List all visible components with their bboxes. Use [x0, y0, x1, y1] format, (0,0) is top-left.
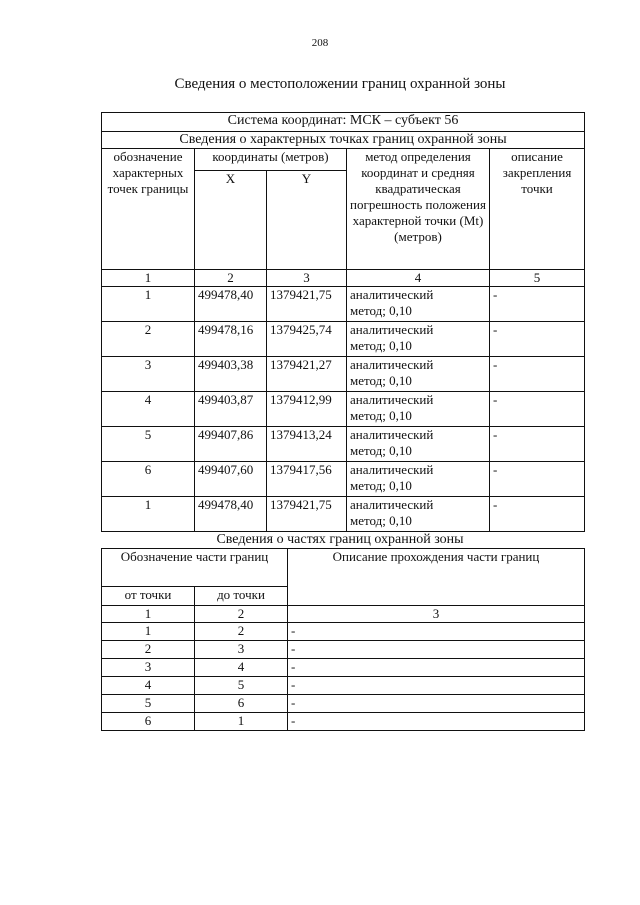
column-number: 3	[288, 606, 585, 623]
coord-y: 1379421,75	[267, 287, 347, 322]
coord-x: 499478,16	[195, 322, 267, 357]
boundary-parts-table	[101, 548, 585, 731]
header-x: X	[195, 171, 267, 270]
column-number: 4	[347, 270, 490, 287]
passage-description: -	[288, 641, 585, 659]
document-title: Сведения о местоположении границ охранной зоны	[174, 76, 506, 92]
point-number: 4	[102, 392, 195, 427]
coord-x: 499407,86	[195, 427, 267, 462]
passage-description: -	[288, 659, 585, 677]
from-point: 2	[102, 641, 195, 659]
to-point: 5	[195, 677, 288, 695]
from-point: 3	[102, 659, 195, 677]
point-description: -	[490, 392, 585, 427]
points-header: Сведения о характерных точках границ охранной зоны	[102, 132, 585, 149]
point-description: -	[490, 287, 585, 322]
from-point: 6	[102, 713, 195, 731]
table-row	[102, 659, 585, 677]
to-point: 4	[195, 659, 288, 677]
coord-y: 1379421,27	[267, 357, 347, 392]
passage-description: -	[288, 695, 585, 713]
to-point: 2	[195, 623, 288, 641]
header-point-designation: обозначение характерных точек границы	[102, 149, 195, 270]
method-cell: аналитический метод; 0,10	[347, 287, 490, 322]
point-number: 5	[102, 427, 195, 462]
passage-description: -	[288, 623, 585, 641]
table-row	[102, 641, 585, 659]
point-number: 3	[102, 357, 195, 392]
header-method: метод определения координат и средняя квадратическая погрешность положения характерной точки (Mt) (метров)	[347, 149, 490, 270]
page-number: 208	[311, 37, 329, 49]
header-part-designation: Обозначение части границ	[102, 549, 288, 587]
point-description: -	[490, 357, 585, 392]
header-passage-description: Описание прохождения части границ	[288, 549, 585, 606]
coord-x: 499407,60	[195, 462, 267, 497]
table-row	[102, 713, 585, 731]
point-number: 6	[102, 462, 195, 497]
table-row	[102, 497, 585, 532]
point-number: 2	[102, 322, 195, 357]
from-point: 5	[102, 695, 195, 713]
coordinates-table	[101, 112, 585, 532]
column-number: 5	[490, 270, 585, 287]
table-row	[102, 695, 585, 713]
column-number: 2	[195, 606, 288, 623]
table-row	[102, 287, 585, 322]
to-point: 1	[195, 713, 288, 731]
to-point: 3	[195, 641, 288, 659]
point-number: 1	[102, 287, 195, 322]
point-description: -	[490, 462, 585, 497]
header-coordinates: координаты (метров)	[195, 149, 347, 171]
method-cell: аналитический метод; 0,10	[347, 357, 490, 392]
coord-x: 499478,40	[195, 497, 267, 532]
table-row	[102, 392, 585, 427]
table-row	[102, 623, 585, 641]
passage-description: -	[288, 677, 585, 695]
column-number: 3	[267, 270, 347, 287]
coord-y: 1379417,56	[267, 462, 347, 497]
coord-x: 499403,38	[195, 357, 267, 392]
table-row	[102, 322, 585, 357]
column-number: 2	[195, 270, 267, 287]
table-row	[102, 427, 585, 462]
header-description: описание закрепления точки	[490, 149, 585, 270]
coord-y: 1379425,74	[267, 322, 347, 357]
coord-x: 499403,87	[195, 392, 267, 427]
method-cell: аналитический метод; 0,10	[347, 497, 490, 532]
table-row	[102, 677, 585, 695]
method-cell: аналитический метод; 0,10	[347, 392, 490, 427]
point-description: -	[490, 322, 585, 357]
coord-y: 1379412,99	[267, 392, 347, 427]
coord-y: 1379413,24	[267, 427, 347, 462]
method-cell: аналитический метод; 0,10	[347, 322, 490, 357]
point-description: -	[490, 497, 585, 532]
column-number: 1	[102, 606, 195, 623]
to-point: 6	[195, 695, 288, 713]
header-from-point: от точки	[102, 587, 195, 606]
coord-y: 1379421,75	[267, 497, 347, 532]
coordinate-system-header: Система координат: МСК – субъект 56	[102, 113, 585, 132]
from-point: 4	[102, 677, 195, 695]
point-number: 1	[102, 497, 195, 532]
from-point: 1	[102, 623, 195, 641]
parts-section-title: Сведения о частях границ охранной зоны	[216, 532, 464, 547]
header-to-point: до точки	[195, 587, 288, 606]
point-description: -	[490, 427, 585, 462]
column-number: 1	[102, 270, 195, 287]
table-row	[102, 462, 585, 497]
header-y: Y	[267, 171, 347, 270]
passage-description: -	[288, 713, 585, 731]
method-cell: аналитический метод; 0,10	[347, 462, 490, 497]
method-cell: аналитический метод; 0,10	[347, 427, 490, 462]
table-row	[102, 357, 585, 392]
coord-x: 499478,40	[195, 287, 267, 322]
